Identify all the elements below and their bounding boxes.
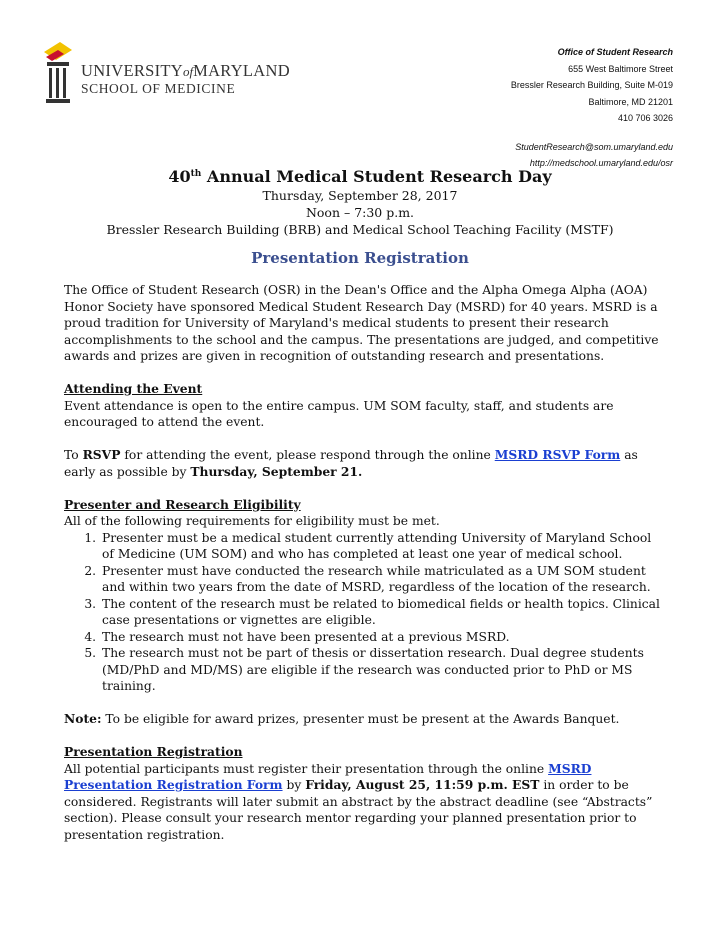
eligibility-heading: Presenter and Research Eligibility: [64, 496, 301, 512]
list-item: 5. The research must not be part of thesis or dissertation research. Dual degree students (MD/PhD and MD/MS) are eligible if the research was conducted prior to PhD or MS training.: [100, 645, 664, 695]
building-address: Bressler Research Building, Suite M-019: [510, 80, 673, 90]
list-item: 1. Presenter must be a medical student currently attending University of Maryland School of Medicine (UM SOM) and who has completed at least one year of medical school.: [100, 530, 664, 563]
eligibility-note: Note: To be eligible for award prizes, presenter must be present at the Awards Banquet.: [64, 711, 620, 726]
city-address: Baltimore, MD 21201: [588, 96, 673, 107]
section-title: Presentation Registration: [251, 249, 469, 267]
registration-heading: Presentation Registration: [64, 744, 243, 759]
rsvp-form-link[interactable]: MSRD RSVP Form: [494, 447, 621, 462]
attending-text: Event attendance is open to the entire campus. UM SOM faculty, staff, and students are encouraged to attend the event.: [64, 398, 614, 429]
university-logo: [44, 42, 304, 106]
event-time: Noon – 7:30 p.m.: [305, 205, 415, 220]
document-body: [64, 282, 664, 843]
logo-wordmark: [81, 62, 290, 97]
contact-url[interactable]: http://medschool.umaryland.edu/osr: [529, 158, 673, 168]
office-name: Office of Student Research: [557, 47, 673, 57]
eligibility-list: [64, 530, 664, 695]
street-address: 655 West Baltimore Street: [568, 63, 673, 74]
list-item: 3. The content of the research must be related to biomedical fields or health topics. Clinical case presentations or vignettes are eligible.: [100, 596, 664, 629]
rsvp-paragraph: To RSVP for attending the event, please respond through the online MSRD RSVP Form as early as possible by Thursday, September 21.: [64, 447, 638, 479]
event-location: Bressler Research Building (BRB) and Medical School Teaching Facility (MSTF): [106, 222, 614, 237]
list-item: 2. Presenter must have conducted the research while matriculated as a UM SOM student and within two years from the date of MSRD, regardless of the location of the research.: [100, 563, 664, 596]
list-item: 4. The research must not have been presented at a previous MSRD.: [100, 629, 664, 646]
logo-line-school: SCHOOL OF MEDICINE: [81, 81, 236, 96]
phone-number: 410 706 3026: [617, 113, 673, 123]
event-header: [0, 167, 720, 238]
registration-paragraph: All potential participants must register their presentation through the online MSRD Presentation Registration Form by Friday, August 25, 11:59 p.m. EST in order to be considered. Registrants will later submit an abstract by the abstract deadline (see “Abstracts” section). Please consult your research mentor regarding your planned presentation prior to presentation registration.: [64, 760, 653, 842]
event-title: 40th Annual Medical Student Research Day: [168, 167, 552, 186]
contact-email[interactable]: StudentResearch@som.umaryland.edu: [515, 141, 673, 152]
logo-line-university: UNIVERSITYofMARYLAND: [81, 61, 290, 80]
office-address: [511, 44, 673, 172]
event-date: Thursday, September 28, 2017: [262, 188, 458, 203]
attending-heading: Attending the Event: [64, 381, 203, 396]
registration-form-link[interactable]: MSRD Presentation Registration Form: [64, 760, 592, 792]
university-shield-icon: [44, 42, 72, 106]
intro-paragraph: The Office of Student Research (OSR) in the Dean's Office and the Alpha Omega Alpha (AOA) Honor Society have sponsored Medical Student Research Day (MSRD) for 40 years. MSRD is a proud tradition for University of Maryland's medical students to present their research accomplishments to the school and the campus. The presentations are judged, and competitive awards and prizes are given in recognition of outstanding research and presentations.: [64, 283, 659, 363]
eligibility-intro: All of the following requirements for eligibility must be met.: [64, 514, 440, 528]
